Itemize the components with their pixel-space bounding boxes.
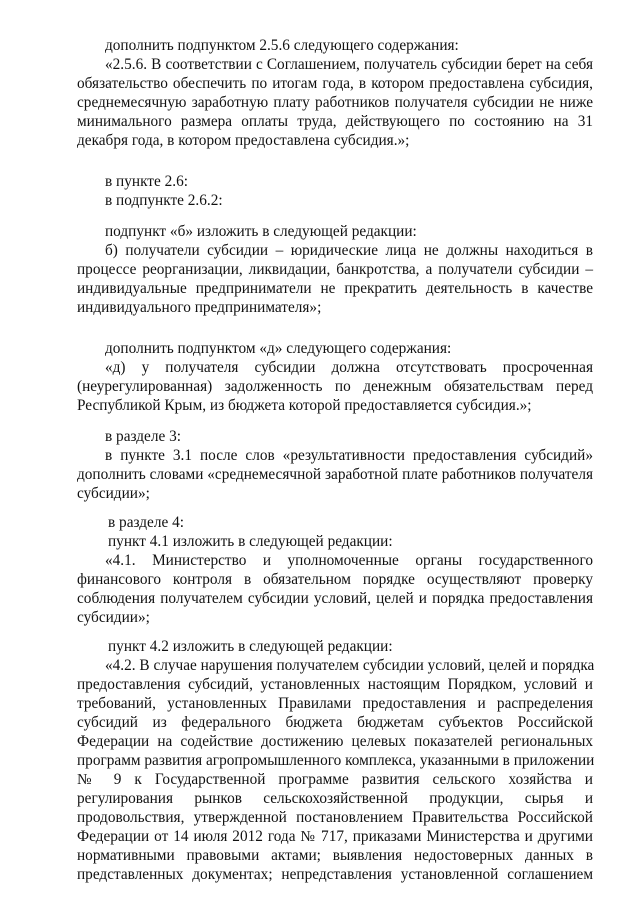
- text-line: дополнить подпунктом 2.5.6 следующего содержания:: [105, 37, 459, 54]
- text-line: дополнить подпунктом «д» следующего содержания:: [105, 340, 452, 357]
- text-line: Федерации на содействие достижению целевых показателей региональных: [77, 733, 593, 750]
- text-line: минимального размера оплаты труда, действующего по состоянию на 31: [77, 113, 593, 130]
- text-line: нормативными правовыми актами; выявления недостоверных данных в: [77, 847, 593, 864]
- text-line: субсидии»;: [77, 609, 150, 626]
- text-line: «д) у получателя субсидии должна отсутствовать просроченная: [105, 359, 593, 376]
- text-line: среднемесячную заработную плату работников получателя субсидии не ниже: [77, 94, 593, 111]
- text-line: представленных документах; непредставления установленной соглашением: [77, 866, 593, 883]
- text-line: Республикой Крым, из бюджета которой предоставляется субсидия.»;: [77, 397, 532, 414]
- text-line: в подпункте 2.6.2:: [105, 192, 223, 209]
- text-line: продовольствия, утвержденной постановлением Правительства Российской: [77, 809, 593, 826]
- text-line: индивидуального предпринимателя»;: [77, 299, 322, 316]
- text-line: в разделе 3:: [105, 428, 181, 445]
- text-line: в пункте 2.6:: [105, 173, 188, 190]
- text-line: в пункте 3.1 после слов «результативности предоставления субсидий»: [105, 447, 593, 464]
- text-line: «2.5.6. В соответствии с Соглашением, получатель субсидии берет на себя: [105, 56, 593, 73]
- text-line: № 9 к Государственной программе развития сельского хозяйства и: [77, 771, 593, 788]
- text-line: б) получатели субсидии – юридические лица не должны находиться в: [105, 242, 593, 259]
- text-line: субсидий из федерального бюджета бюджетам субъектов Российской: [77, 714, 593, 731]
- text-line: финансового контроля в обязательном порядке осуществляют проверку: [77, 571, 593, 588]
- text-line: процессе реорганизации, ликвидации, банкротства, а получатели субсидии –: [77, 261, 593, 278]
- text-line: дополнить словами «среднемесячной заработной плате работников получателя: [77, 466, 593, 483]
- text-line: декабря года, в котором предоставлена субсидия.»;: [77, 132, 410, 149]
- text-line: подпункт «б» изложить в следующей редакции:: [105, 223, 417, 240]
- text-line: предоставления субсидий, установленных настоящим Порядком, условий и: [77, 676, 593, 693]
- text-line: обязательство обеспечить по итогам года, в котором предоставлена субсидия,: [77, 75, 593, 92]
- text-line: (неурегулированная) задолженность по денежным обязательствам перед: [77, 378, 593, 395]
- text-line: в разделе 4:: [108, 514, 184, 531]
- text-line: пункт 4.1 изложить в следующей редакции:: [108, 533, 393, 550]
- text-line: субсидии»;: [77, 485, 150, 502]
- text-line: Федерации от 14 июля 2012 года № 717, приказами Министерства и другими: [77, 828, 593, 845]
- text-line: требований, установленных Правилами предоставления и распределения: [77, 695, 593, 712]
- text-line: «4.1. Министерство и уполномоченные органы государственного: [105, 552, 593, 569]
- text-line: программ развития агропромышленного комплекса, указанными в приложении: [77, 752, 595, 769]
- text-line: индивидуальные предприниматели не прекратить деятельность в качестве: [77, 280, 593, 297]
- text-line: соблюдения получателем субсидии условий, целей и порядка предоставления: [77, 590, 593, 607]
- text-line: «4.2. В случае нарушения получателем субсидии условий, целей и порядка: [105, 657, 595, 674]
- text-line: регулирования рынков сельскохозяйственной продукции, сырья и: [77, 790, 593, 807]
- text-line: пункт 4.2 изложить в следующей редакции:: [108, 638, 393, 655]
